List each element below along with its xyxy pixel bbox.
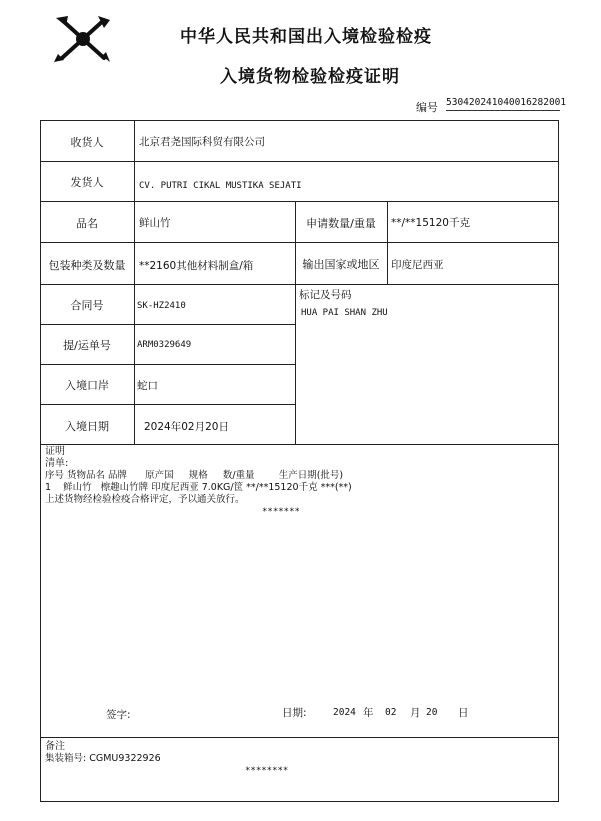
issue-month: 02 — [385, 707, 397, 718]
consignee-value: 北京君尧国际科贸有限公司 — [139, 136, 265, 148]
package-label: 包装种类及数量 — [48, 259, 126, 272]
product-name-value: 鲜山竹 — [139, 217, 171, 229]
quantity-value: **/**15120千克 — [391, 217, 470, 229]
remarks-label: 备注 — [45, 741, 65, 752]
container-number: 集装箱号: CGMU9322926 — [45, 753, 161, 764]
certificate-columns: 序号 货物品名 品牌 原产国 规格 数/重量 生产日期(批号) — [45, 470, 344, 481]
issue-day-unit: 日 — [458, 707, 469, 719]
contract-number-value: SK-HZ2410 — [137, 301, 186, 311]
issue-year: 2024 — [333, 707, 356, 718]
certificate-number-value: 5304202410400162820​01 — [446, 97, 560, 111]
issue-year-unit: 年 — [363, 707, 374, 719]
document-title: 中华人民共和国出入境检验检疫 — [180, 27, 432, 47]
entry-port-value: 蛇口 — [137, 380, 158, 392]
certificate-stars: ******* — [262, 507, 300, 517]
consignor-value: CV. PUTRI CIKAL MUSTIKA SEJATI — [139, 181, 302, 191]
entry-date-value: 2024年02月20日 — [144, 421, 229, 433]
consignor-label: 发货人 — [70, 176, 104, 189]
product-name-label: 品名 — [76, 217, 98, 230]
entry-date-label: 入境日期 — [65, 420, 109, 433]
signature-label: 签字: — [106, 709, 131, 721]
certificate-number-label: 编号 — [416, 101, 438, 114]
certificate-row: 1 鲜山竹 檫趣山竹牌 印度尼西亚 7.0KG/筐 **/**15120千克 ***(**) — [45, 482, 352, 493]
marks-label: 标记及号码 — [299, 289, 352, 301]
issue-month-unit: 月 — [410, 707, 421, 719]
certificate-list-label: 清单: — [45, 458, 69, 469]
certificate-conclusion: 上述货物经检验检疫合格评定，予以通关放行。 — [45, 494, 245, 505]
origin-country-value: 印度尼西亚 — [391, 259, 444, 271]
inspection-emblem-icon — [52, 14, 114, 64]
document-subtitle: 入境货物检验检疫证明 — [220, 67, 400, 87]
issue-date-label: 日期: — [282, 707, 307, 719]
remarks-stars: ******** — [245, 766, 289, 776]
certificate-heading: 证明 — [45, 446, 65, 457]
quantity-label: 申请数量/重量 — [306, 217, 376, 230]
bill-of-lading-value: ARM0329649 — [137, 340, 192, 350]
origin-country-label: 输出国家或地区 — [302, 258, 380, 271]
issue-day: 20 — [426, 707, 438, 718]
entry-port-label: 入境口岸 — [65, 379, 109, 392]
contract-number-label: 合同号 — [70, 299, 104, 312]
bill-of-lading-label: 提/运单号 — [63, 339, 111, 352]
marks-value: HUA PAI SHAN ZHU — [301, 308, 388, 318]
package-value: **2160其他材料制盒/箱 — [139, 260, 254, 272]
consignee-label: 收货人 — [70, 136, 104, 149]
